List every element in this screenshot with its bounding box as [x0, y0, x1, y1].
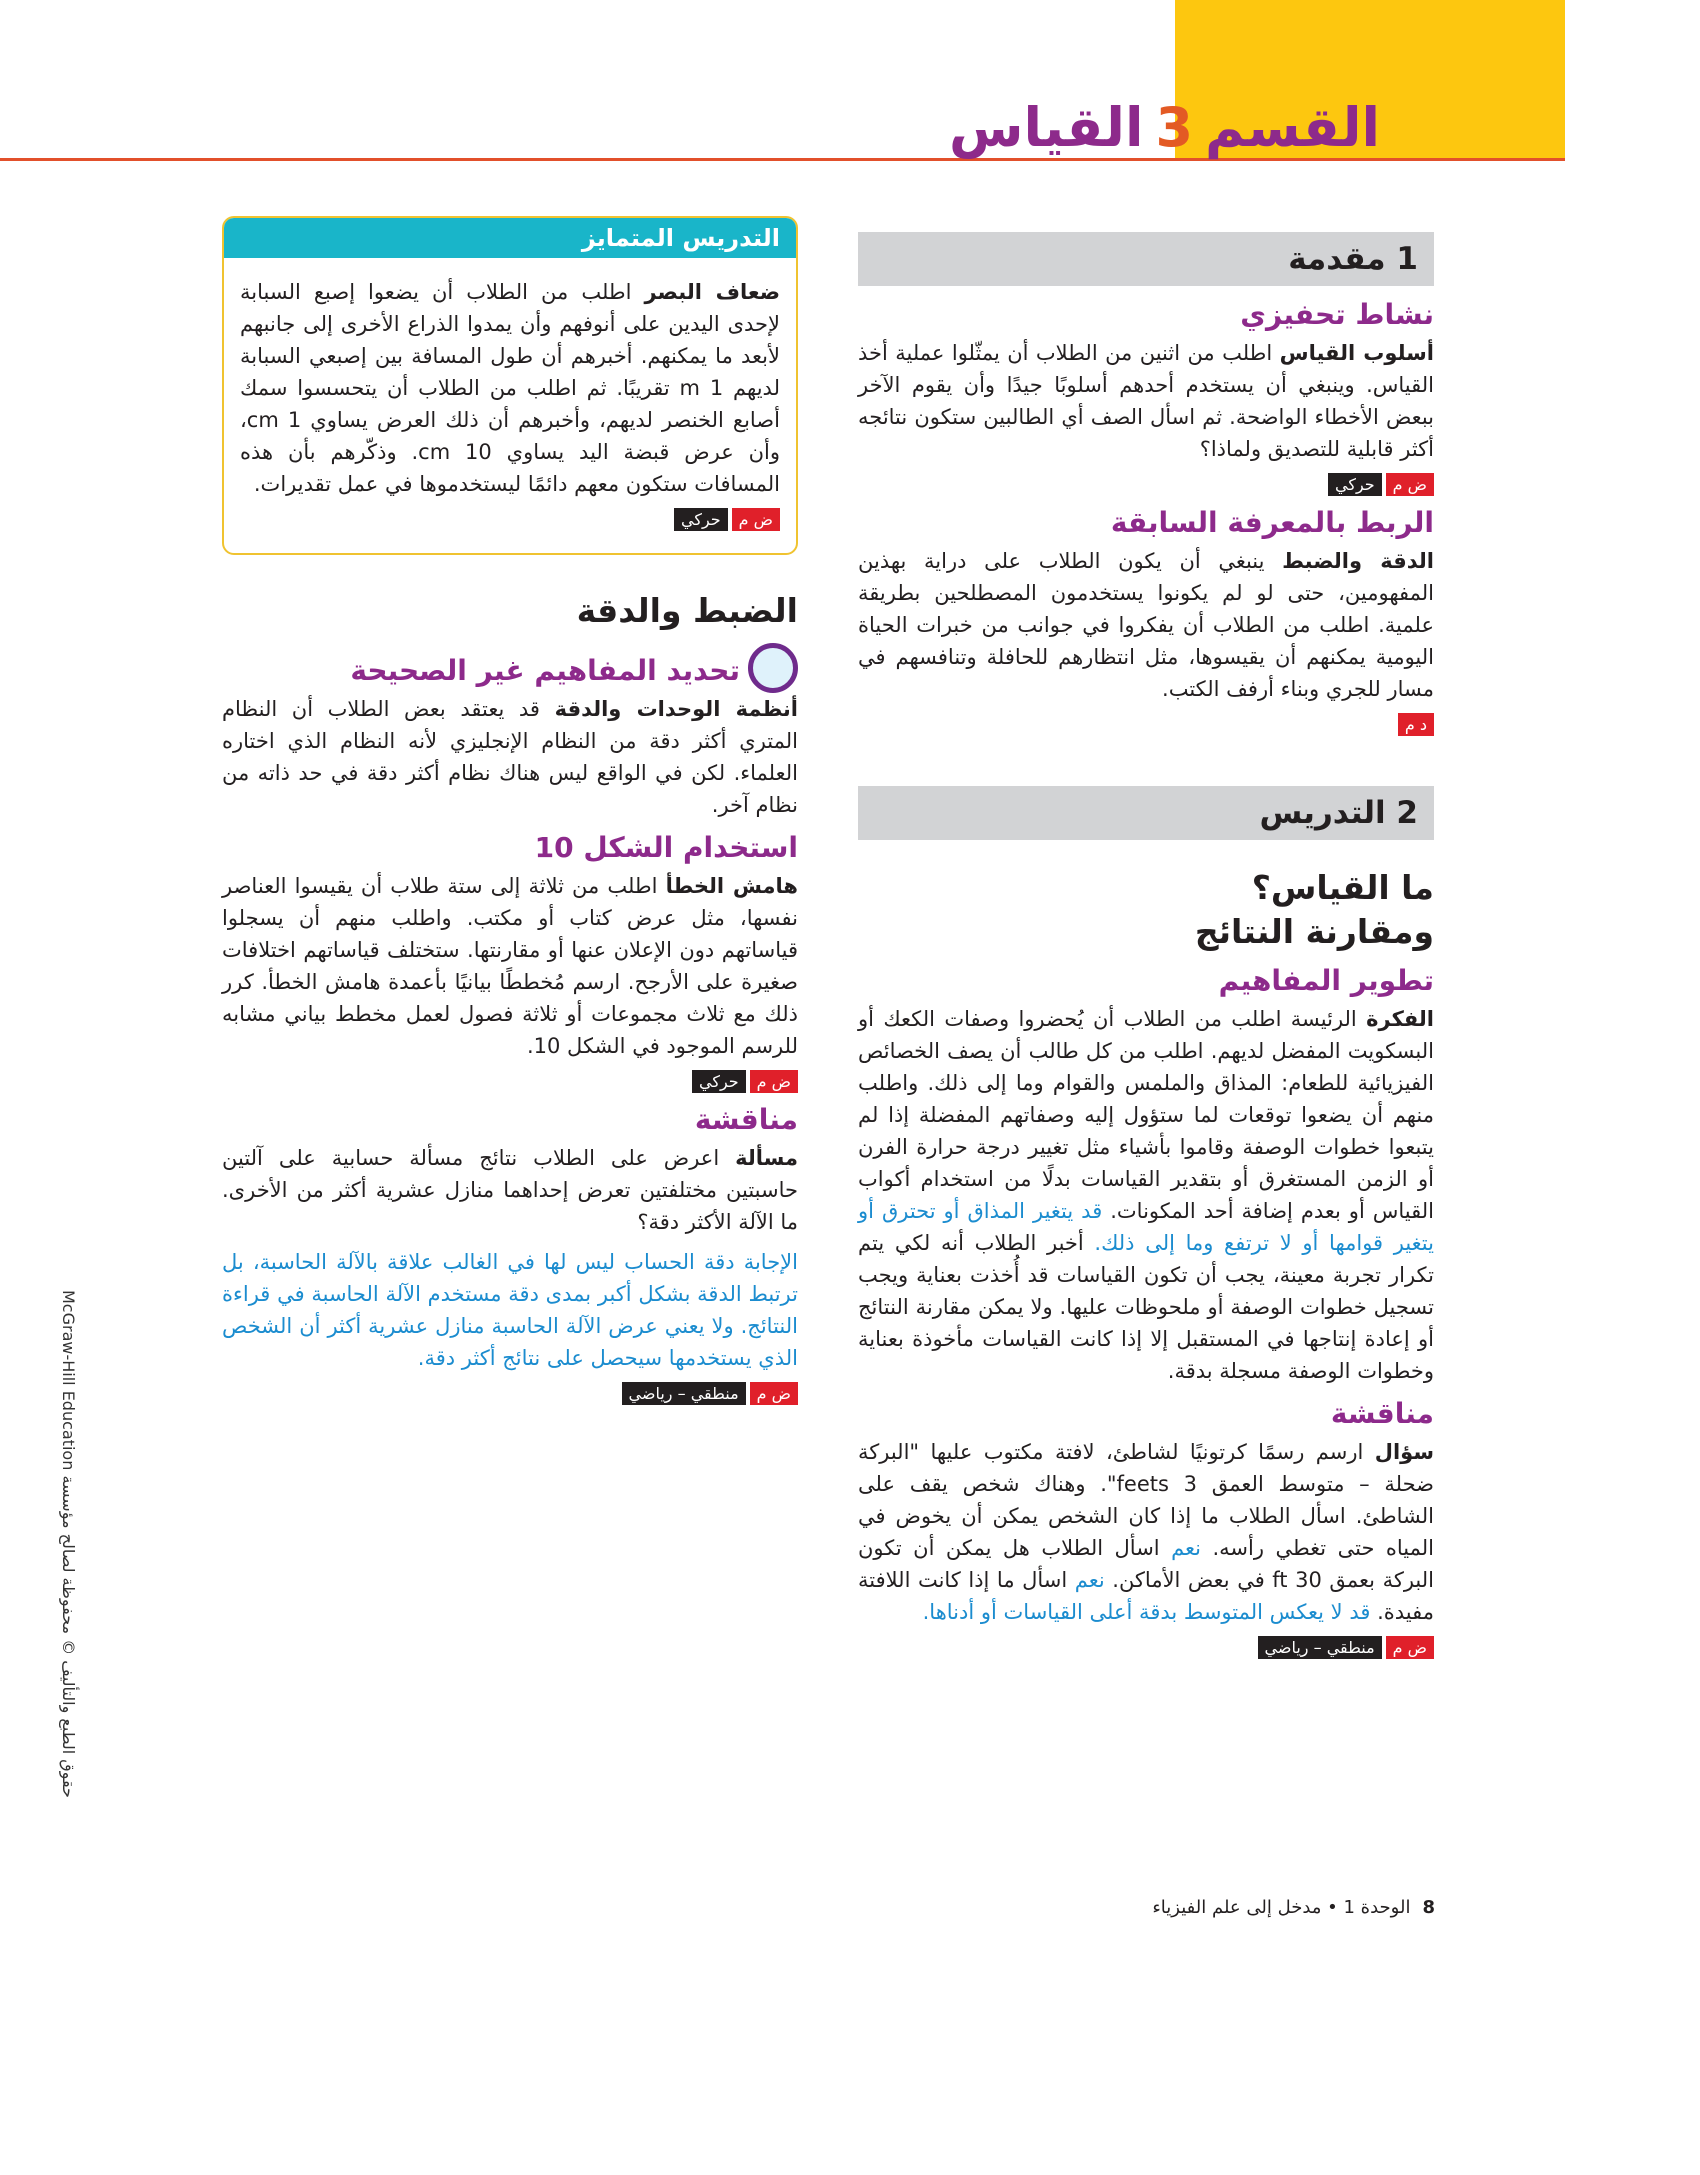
precision-discussion-heading: مناقشة	[694, 1103, 798, 1136]
differentiated-tags	[240, 508, 780, 531]
precision-discussion-text: اعرض على الطلاب نتائج مسألة حسابية على آلتين حاسبتين مختلفتين تعرض إحداهما منازل عشرية أكثر من الأخرى. ما الآلة الأكثر دقة؟	[222, 1146, 798, 1234]
misconception-heading-row	[222, 643, 798, 693]
unit-label: الوحدة 1 • مدخل إلى علم الفيزياء	[1152, 1897, 1411, 1918]
question-text: ارسم رسمًا كرتونيًا لشاطئ، لافتة مكتوب عليها "البركة ضحلة – متوسط العمق 3 feets". وهناك شخص يقف على الشاطئ. اسأل الطلاب ما إذا كان الشخص يمكن أن يخوض في المياه حتى تغطي رأسه.	[858, 1440, 1434, 1560]
question-text-3: اسأل ما إذا كانت اللافتة مفيدة.	[858, 1568, 1434, 1624]
motivation-heading: نشاط تحفيزي	[1240, 298, 1434, 331]
copyright-credit: حقوق الطبع والتأليف © محفوظة لصالح مؤسسة McGraw-Hill Education	[59, 1290, 78, 1798]
prior-knowledge-paragraph	[858, 545, 1434, 705]
concept-paragraph	[858, 1003, 1434, 1387]
differentiated-body	[224, 258, 796, 553]
figure-tags	[222, 1070, 798, 1093]
differentiated-lead: ضعاف البصر	[644, 280, 780, 304]
tag-badge: ض م	[1386, 1636, 1434, 1659]
misconception-text: قد يعتقد بعض الطلاب أن النظام المتري أكثر دقة من النظام الإنجليزي لأنه النظام الذي اختاره العلماء. لكن في الواقع ليس هناك نظام أكثر دقة في حد ذاته من نظام آخر.	[222, 697, 798, 817]
motivation-paragraph	[858, 337, 1434, 465]
page-number: 8	[1422, 1897, 1435, 1918]
tag-badge: ض م	[750, 1382, 798, 1405]
intro-bar: 1 مقدمة	[858, 232, 1434, 286]
right-column	[858, 232, 1434, 1669]
precision-discussion-lead: مسألة	[735, 1146, 798, 1170]
concept-answer: قد يتغير المذاق أو تحترق أو يتغير قوامها أو لا ترتفع وما إلى ذلك.	[858, 1199, 1434, 1255]
question-answer-1: نعم	[1171, 1536, 1202, 1560]
figure-lead: هامش الخطأ	[665, 874, 798, 898]
question-lead: سؤال	[1374, 1440, 1434, 1464]
precision-discussion-paragraph	[222, 1142, 798, 1238]
tag-badge: منطقي – رياضي	[1258, 1636, 1382, 1659]
figure-heading: استخدام الشكل 10	[534, 831, 798, 864]
motivation-tags	[858, 473, 1434, 496]
differentiated-heading: التدريس المتمايز	[224, 218, 796, 258]
concept-heading: تطوير المفاهيم	[1218, 964, 1434, 997]
discussion-heading: مناقشة	[1330, 1397, 1434, 1430]
differentiated-paragraph	[240, 276, 780, 500]
question-text-2: اسأل الطلاب هل يمكن أن تكون البركة بعمق 30 ft في بعض الأماكن.	[858, 1536, 1434, 1592]
prior-text: ينبغي أن يكون الطلاب على دراية بهذين المفهومين، حتى لو لم يكونوا يستخدمون المصطلحين بطريقة علمية. اطلب من الطلاب أن يفكروا في جوانب من خبرات الحياة اليومية يمكنهم أن يقيسوها، مثل انتظارهم للحافلة وتنافسهم في مسار للجري وبناء أرفف الكتب.	[858, 549, 1434, 701]
precision-discussion-tags	[222, 1382, 798, 1405]
figure-text: اطلب من ثلاثة إلى ستة طلاب أن يقيسوا العناصر نفسها، مثل عرض كتاب أو مكتب. واطلب منهم أن يسجلوا قياساتهم دون الإعلان عنها أو مقارنتها. ستختلف قياساتهم اختلافات صغيرة على الأرجح. ارسم مُخططًا بيانيًا بأعمدة هامش الخطأ. كرر ذلك مع ثلاث مجموعات أو ثلاثة فصول لعمل مخطط بياني مشابه للرسم الموجود في الشكل 10.	[222, 874, 798, 1058]
section-title: القياس	[948, 96, 1144, 159]
misconception-paragraph	[222, 693, 798, 821]
motivation-lead: أسلوب القياس	[1279, 341, 1434, 365]
tag-badge: منطقي – رياضي	[622, 1382, 746, 1405]
precision-title: الضبط والدقة	[576, 591, 798, 630]
section-number: 3	[1155, 96, 1194, 159]
tag-badge: د م	[1398, 713, 1434, 736]
teach-bar: 2 التدريس	[858, 786, 1434, 840]
motivation-text: اطلب من اثنين من الطلاب أن يمثّلوا عملية أخذ القياس. وينبغي أن يستخدم أحدهم أسلوبًا جيدًا وأن يقوم الآخر ببعض الأخطاء الواضحة. ثم اسأل الصف أي الطالبين ستكون نتائجه أكثر قابلية للتصديق ولماذا؟	[858, 341, 1434, 461]
left-column	[222, 216, 798, 1415]
section-word: القسم	[1205, 96, 1380, 159]
differentiated-box	[222, 216, 798, 555]
concept-lead: الفكرة	[1366, 1007, 1434, 1031]
concept-text: الرئيسة اطلب من الطلاب أن يُحضروا وصفات الكعك أو البسكويت المفضل لديهم. اطلب من كل طالب أن يصف الخصائص الفيزيائية للطعام: المذاق والملمس والقوام وما إلى ذلك. واطلب منهم أن يضعوا توقعات لما ستؤول إليه وصفاتهم المفضلة إذا لم يتبعوا خطوات الوصفة وقاموا بأشياء مثل تغيير درجة حرارة الفرن أو الزمن المستغرق أو بتقدير القياسات بدلًا من استخدام أكواب القياس أو بعدم إضافة أحد المكونات.	[858, 1007, 1434, 1223]
page-footer	[1152, 1897, 1435, 1918]
tag-badge: ض م	[732, 508, 780, 531]
tag-badge: حركي	[674, 508, 728, 531]
prior-tags	[858, 713, 1434, 736]
question-paragraph	[858, 1436, 1434, 1628]
precision-discussion-answer: الإجابة دقة الحساب ليس لها في الغالب علاقة بالآلة الحاسبة، بل ترتبط الدقة بشكل أكبر بمدى دقة مستخدم الآلة الحاسبة في قراءة النتائج. ولا يعني عرض الآلة الحاسبة منازل عشرية أكثر أن الشخص الذي يستخدمها سيحصل على نتائج أكثر دقة.	[222, 1250, 798, 1370]
tag-badge: ض م	[750, 1070, 798, 1093]
figure-paragraph	[222, 870, 798, 1062]
question-answer-3: قد لا يعكس المتوسط بدقة أعلى القياسات أو أدناها.	[922, 1600, 1371, 1624]
tag-badge: حركي	[1328, 473, 1382, 496]
page-title	[949, 96, 1380, 159]
question-tags	[858, 1636, 1434, 1659]
misconception-lead: أنظمة الوحدات والدقة	[554, 697, 798, 721]
teach-title	[858, 866, 1434, 954]
tag-badge: ض م	[1386, 473, 1434, 496]
tag-badge: حركي	[692, 1070, 746, 1093]
prior-lead: الدقة والضبط	[1282, 549, 1435, 573]
concept-text-2: أخبر الطلاب أنه لكي يتم تكرار تجربة معينة، يجب أن تكون القياسات قد أُخذت بعناية ويجب تسجيل خطوات الوصفة أو ملحوظات عليها. ولا يمكن مقارنة النتائج أو إعادة إنتاجها في المستقبل إلا إذا كانت القياسات مأخوذة بعناية وخطوات الوصفة مسجلة بدقة.	[858, 1231, 1434, 1383]
prior-knowledge-heading: الربط بالمعرفة السابقة	[1110, 506, 1434, 539]
teach-title-line1: ما القياس؟	[1251, 868, 1434, 907]
question-answer-2: نعم	[1074, 1568, 1105, 1592]
differentiated-text: اطلب من الطلاب أن يضعوا إصبع السبابة لإحدى اليدين على أنوفهم وأن يمدوا الذراع الأخرى إلى جانبهم لأبعد ما يمكنهم. أخبرهم أن طول المسافة بين إصبعي السبابة لديهم 1 m تقريبًا. ثم اطلب من الطلاب أن يتحسسوا سمك أصابع الخنصر لديهم، وأخبرهم أن ذلك العرض يساوي 1 cm، وأن عرض قبضة اليد يساوي 10 cm. وذكّرهم بأن هذه المسافات ستكون معهم دائمًا ليستخدموها في عمل تقديرات.	[240, 280, 780, 496]
teach-title-line2: ومقارنة النتائج	[1194, 912, 1434, 951]
misconception-heading: تحديد المفاهيم غير الصحيحة	[350, 653, 740, 687]
magnifier-icon	[748, 643, 798, 693]
